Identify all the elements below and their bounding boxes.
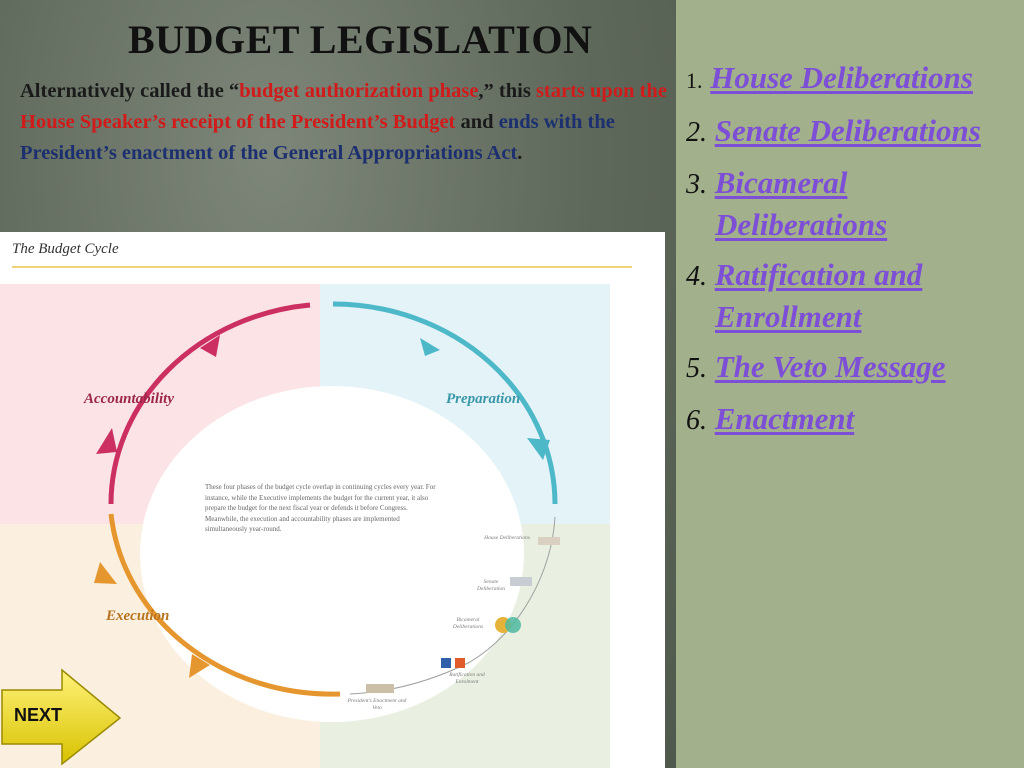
step-label-house: House Deliberations [484, 535, 530, 541]
thumbs-up-icon [441, 658, 451, 668]
intro-paragraph [20, 76, 670, 169]
list-number: 1. [686, 68, 703, 93]
list-item [686, 255, 1016, 337]
intro-text-4: . [517, 142, 523, 164]
list-item [686, 163, 1016, 245]
house-step-icon [538, 537, 560, 545]
slide-title: BUDGET LEGISLATION [128, 17, 593, 62]
intro-highlight-end: ends with the President’s enactment of the General Appropriations Act [20, 111, 615, 164]
legislation-steps-list [686, 58, 1016, 451]
step-label-bicameral: Bicameral Deliberations [452, 617, 484, 630]
list-item [686, 347, 1016, 389]
list-item [686, 58, 1016, 101]
list-number: 6. [686, 405, 707, 436]
link-bicameral-deliberations[interactable]: Bicameral Deliberations [714, 165, 888, 242]
link-veto-message[interactable]: The Veto Message [714, 349, 946, 384]
intro-highlight-phase: budget authorization phase [239, 80, 479, 102]
step-label-senate: Senate Deliberation [476, 579, 506, 592]
list-number: 2. [686, 117, 707, 148]
link-enactment[interactable]: Enactment [714, 401, 855, 436]
thumbs-down-icon [455, 658, 465, 668]
intro-text-3: and [455, 111, 499, 133]
step-label-president: President’s Enactment and Veto [347, 698, 407, 711]
phase-label-preparation: Preparation [446, 391, 521, 407]
intro-highlight-start: starts upon the House Speaker’s receipt of the President’s Budget [20, 80, 667, 133]
figure-title: The Budget Cycle [12, 241, 119, 257]
link-senate-deliberations[interactable]: Senate Deliberations [714, 113, 981, 148]
senate-step-icon [510, 577, 532, 586]
intro-text-2: ,” this [478, 80, 536, 102]
step-label-ratification: Ratification and Enrolment [449, 672, 485, 685]
list-number: 5. [686, 353, 707, 384]
link-ratification-enrollment[interactable]: Ratification and Enrollment [714, 257, 923, 334]
phase-label-execution: Execution [106, 608, 170, 624]
list-number: 3. [686, 169, 707, 200]
president-step-icon [366, 684, 394, 693]
next-button[interactable]: NEXT [14, 705, 63, 725]
list-item [686, 399, 1016, 441]
bicameral-step-icon-b [505, 617, 521, 633]
link-house-deliberations[interactable]: House Deliberations [710, 60, 973, 95]
list-item [686, 111, 1016, 153]
list-number: 4. [686, 261, 707, 292]
phase-label-accountability: Accountability [84, 391, 174, 407]
intro-text-1: Alternatively called the “ [20, 80, 240, 102]
figure-caption: These four phases of the budget cycle overlap in continuing cycles every year. For instance, while the Executive implements the budget for the current year, it also prepare the budget for the next fiscal year or defends it before Congress. Meanwhile, the execution and accountability phases are implemented simultaneously year-round. [205, 483, 436, 533]
